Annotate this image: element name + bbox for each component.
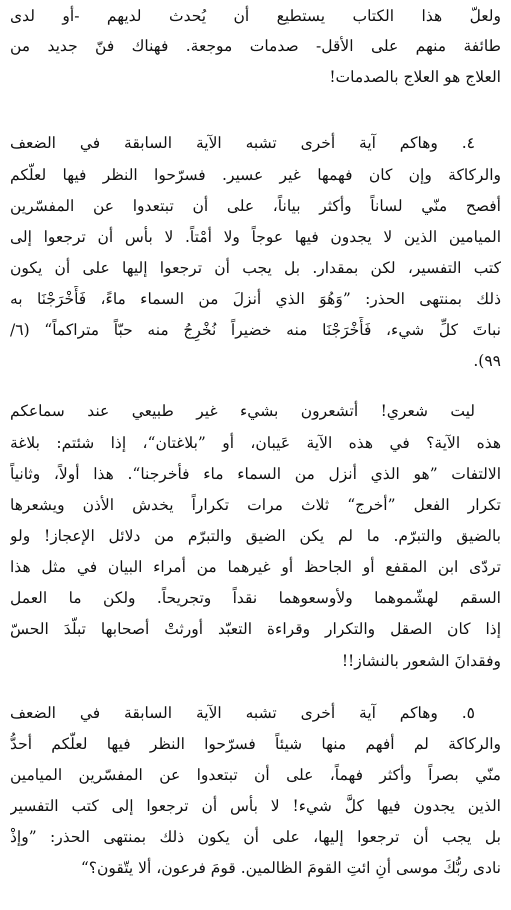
paragraph-2-line-4: الميامين الذين لا يجدون فيها عوجاً ولا أمْتاً. لا بأس أن ترجعوا إلى	[10, 228, 501, 246]
paragraph-2-line-5: كتب التفسير، لكن بمقدار. بل يجب أن ترجعوا إليها على أن يكون	[10, 259, 501, 277]
paragraph-4-line-1: ٥. وهاكم آية أخرى تشبه الآية السابقة في الضعف	[10, 704, 475, 722]
paragraph-4-line-3: منّي بصراً وأكثر فهماً، على أن تبتعدوا عن المفسّرين الميامين	[10, 766, 501, 784]
paragraph-4-line-5: بل يجب أن ترجعوا إليها، على أن يكون ذلك بمنتهى الحذر: ”وإذْ	[10, 828, 501, 846]
paragraph-1-line-1: ولعلّ هذا الكتاب يستطيع أن يُحدث لديهم -أو لدى	[10, 7, 501, 25]
paragraph-1-line-2: طائفة منهم على الأقل- صدمات موجعة. فهناك فنّ جديد من	[10, 37, 501, 55]
paragraph-1-line-3: العلاج هو العلاج بالصدمات!	[329, 68, 501, 86]
paragraph-2-line-3: أفصح منّي لساناً وأكثر بياناً، على أن تبتعدوا عن المفسّرين	[10, 197, 501, 215]
paragraph-3-line-3: الالتفات ”هو الذي أنزل من السماء ماء فأخرجنا“. هذا أولاً، وثانياً	[10, 465, 501, 483]
paragraph-3-line-7: السقم لهشّموهما ولأوسعوهما نقداً وتجريحاً. ولكن ما العمل	[10, 589, 501, 607]
paragraph-3-line-6: تردّى ابن المقفع أو الجاحظ أو غيرهما من أمراء البيان في مثل هذا	[10, 558, 501, 576]
paragraph-2-line-7: نباتَ كلِّ شيء، فَأَخْرَجْنَا منه خضيراً نُخْرِجُ منه حبّاً متراكماً“ (٦/	[10, 321, 501, 339]
paragraph-3-line-9: وفقدانَ الشعور بالنشاز!!	[341, 652, 501, 670]
paragraph-3-line-1: ليت شعري! أتشعرون بشيء غير طبيعي عند سماعكم	[10, 402, 475, 420]
paragraph-2-line-8: ٩٩).	[473, 352, 501, 370]
paragraph-3-line-2: هذه الآية؟ في هذه الآية عَيبان، أو ”بلاغتان“، إذا شئتم: بلاغة	[10, 434, 501, 452]
paragraph-2-line-2: والركاكة وإن كان فهمها غير عسير. فسرّحوا النظر فيها لعلّكم	[10, 166, 501, 184]
paragraph-4-line-4: الذين يجدون فيها كلَّ شيء! لا بأس أن ترجعوا إلى كتب التفسير	[10, 797, 501, 815]
paragraph-3-line-4: تكرار الفعل ”أخرج“ ثلاث مرات تكراراً يخدش الأذن ويشعرها	[10, 496, 501, 514]
paragraph-2-line-1: ٤. وهاكم آية أخرى تشبه الآية السابقة في الضعف	[10, 134, 475, 152]
paragraph-4-line-6: نادى ربُّكَ موسى أنِ ائتِ القومَ الظالمين. قومَ فرعون، ألا يتّقون؟“	[80, 859, 501, 877]
paragraph-3-line-8: إذا كان الصقل والتكرار وقراءة التعبّد أورثتْ أصحابها تبلّدَ الحسّ	[10, 620, 501, 638]
paragraph-2-line-6: ذلك بمنتهى الحذر: ”وَهُوَ الذي أنزلَ من السماء ماءً، فَأَخْرَجْنَا به	[10, 290, 501, 308]
paragraph-3-line-5: بالضيق والتبرّم. ما لم يكن الضيق والتبرّم من دلائل الإعجاز! ولو	[10, 527, 501, 545]
paragraph-4-line-2: والركاكة لم أفهم منها شيئاً فسرّحوا النظر فيها لعلّكم أحدُّ	[10, 735, 501, 753]
